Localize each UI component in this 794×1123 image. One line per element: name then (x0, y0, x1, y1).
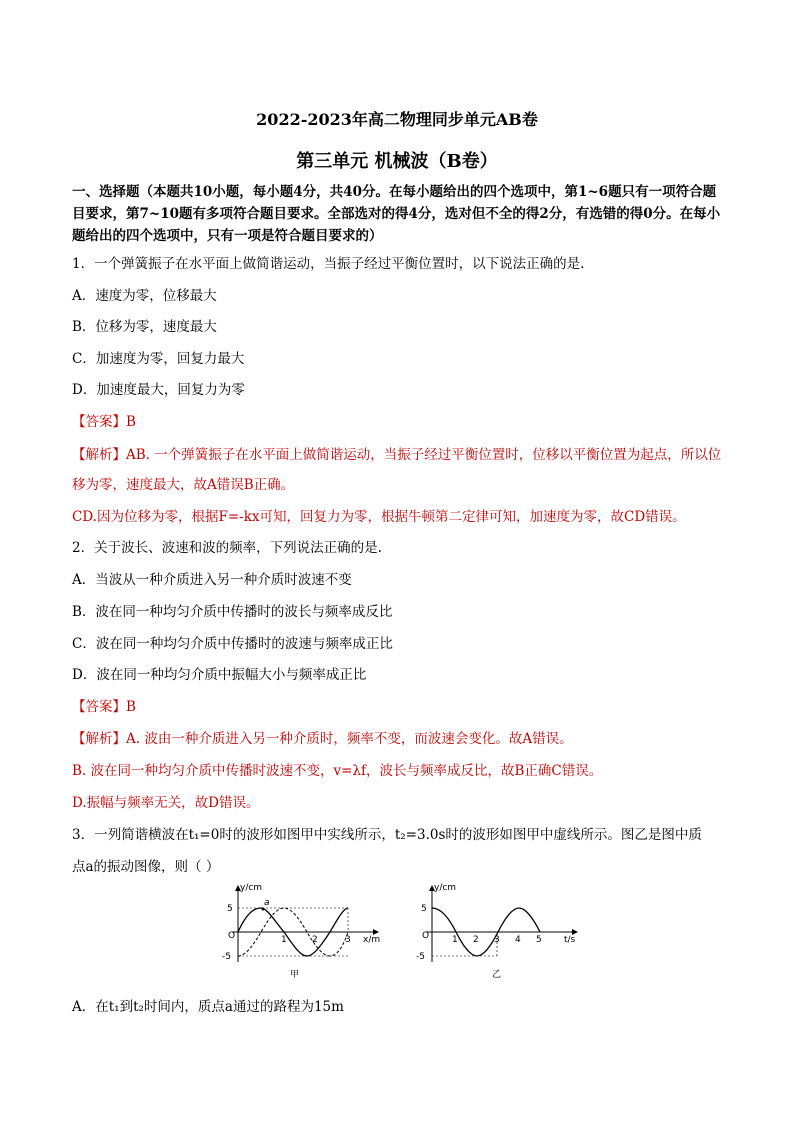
fig2-origin: O (422, 931, 430, 941)
fig2-tick-3: 3 (494, 935, 500, 945)
q3-stem-line2: 点a的振动图像，则（ ） (72, 859, 220, 875)
fig1-tick-1: 1 (281, 935, 287, 945)
fig1-point-a: a (264, 898, 270, 908)
fig1-ypos: 5 (227, 904, 233, 914)
fig2-caption: 乙 (492, 970, 502, 980)
q3-stem-line1: 3．一列简谐横波在t₁=0时的波形如图甲中实线所示，t₂=3.0s时的波形如图甲中虚线所示。图乙是图中质 (72, 827, 702, 843)
fig1-caption: 甲 (290, 970, 300, 980)
figure-yi (412, 880, 587, 980)
answer-value: B (126, 699, 136, 715)
fig1-yneg: -5 (222, 952, 231, 962)
q2-option-c: C．波在同一种均匀介质中传播时的波速与频率成正比 (72, 636, 393, 652)
fig2-tick-2: 2 (473, 935, 479, 945)
analysis-text: A. 波由一种介质进入另一种介质时，频率不变，而波速会变化。故A错误。 (126, 731, 573, 747)
document-title: 2022-2023年高二物理同步单元AB卷 (256, 110, 538, 129)
q2-analysis-2: B. 波在同一种均匀介质中传播时波速不变，v=λf，波长与频率成反比，故B正确C错误。 (72, 763, 603, 779)
q1-stem: 1．一个弹簧振子在水平面上做简谐运动，当振子经过平衡位置时，以下说法正确的是. (72, 256, 585, 272)
q2-stem: 2．关于波长、波速和波的频率，下列说法正确的是. (72, 540, 382, 556)
fig1-xlabel: x/m (363, 935, 381, 945)
fig2-xlabel: t/s (564, 935, 576, 945)
q1-option-a: A．速度为零，位移最大 (72, 288, 217, 304)
q2-analysis-3: D.振幅与频率无关，故D错误。 (72, 795, 260, 811)
q1-analysis-1 (72, 440, 722, 500)
fig2-tick-5: 5 (536, 935, 542, 945)
fig2-tick-4: 4 (515, 935, 521, 945)
q2-option-d: D．波在同一种均匀介质中振幅大小与频率成正比 (72, 667, 367, 683)
q2-answer (72, 695, 136, 715)
q2-option-a: A．当波从一种介质进入另一种介质时波速不变 (72, 572, 352, 588)
q1-option-d: D．加速度最大，回复力为零 (72, 382, 245, 398)
analysis-text: AB. 一个弹簧振子在水平面上做简谐运动，当振子经过平衡位置时，位移以平衡位置为起点，所以位移为零，速度最大，故A错误B正确。 (72, 447, 722, 493)
q1-option-c: C．加速度为零，回复力最大 (72, 351, 245, 367)
answer-tag: 【答案】 (72, 414, 126, 430)
fig2-yneg: -5 (416, 952, 425, 962)
fig2-tick-1: 1 (452, 935, 458, 945)
fig1-tick-3: 3 (345, 935, 351, 945)
q2-analysis-1 (72, 727, 573, 747)
fig1-ylabel: y/cm (240, 883, 263, 893)
fig1-tick-2: 2 (312, 935, 318, 945)
figure-jia (210, 880, 385, 980)
q1-analysis-2: CD.因为位移为零，根据F=-kx可知，回复力为零，根据牛顿第二定律可知，加速度为零，故CD错误。 (72, 509, 686, 525)
fig2-ylabel: y/cm (434, 883, 457, 893)
unit-subtitle: 第三单元 机械波（B卷） (296, 151, 498, 172)
answer-tag: 【答案】 (72, 699, 126, 715)
answer-value: B (126, 414, 136, 430)
analysis-tag: 【解析】 (72, 447, 126, 463)
fig2-ypos: 5 (421, 904, 427, 914)
fig1-origin: O (228, 931, 236, 941)
q1-answer (72, 410, 136, 430)
q3-option-a: A．在t₁到t₂时间内，质点a通过的路程为15m (72, 999, 344, 1015)
q1-option-b: B．位移为零，速度最大 (72, 319, 217, 335)
section-instructions: 一、选择题（本题共10小题，每小题4分，共40分。在每小题给出的四个选项中，第1~6题只有一项符合题目要求，第7~10题有多项符合题目要求。全部选对的得4分，选对但不全的得2分，有选错的得0分。在每小题给出的四个选项中，只有一项是符合题目要求的） (72, 184, 721, 244)
analysis-tag: 【解析】 (72, 731, 126, 747)
q2-option-b: B．波在同一种均匀介质中传播时的波长与频率成反比 (72, 604, 393, 620)
